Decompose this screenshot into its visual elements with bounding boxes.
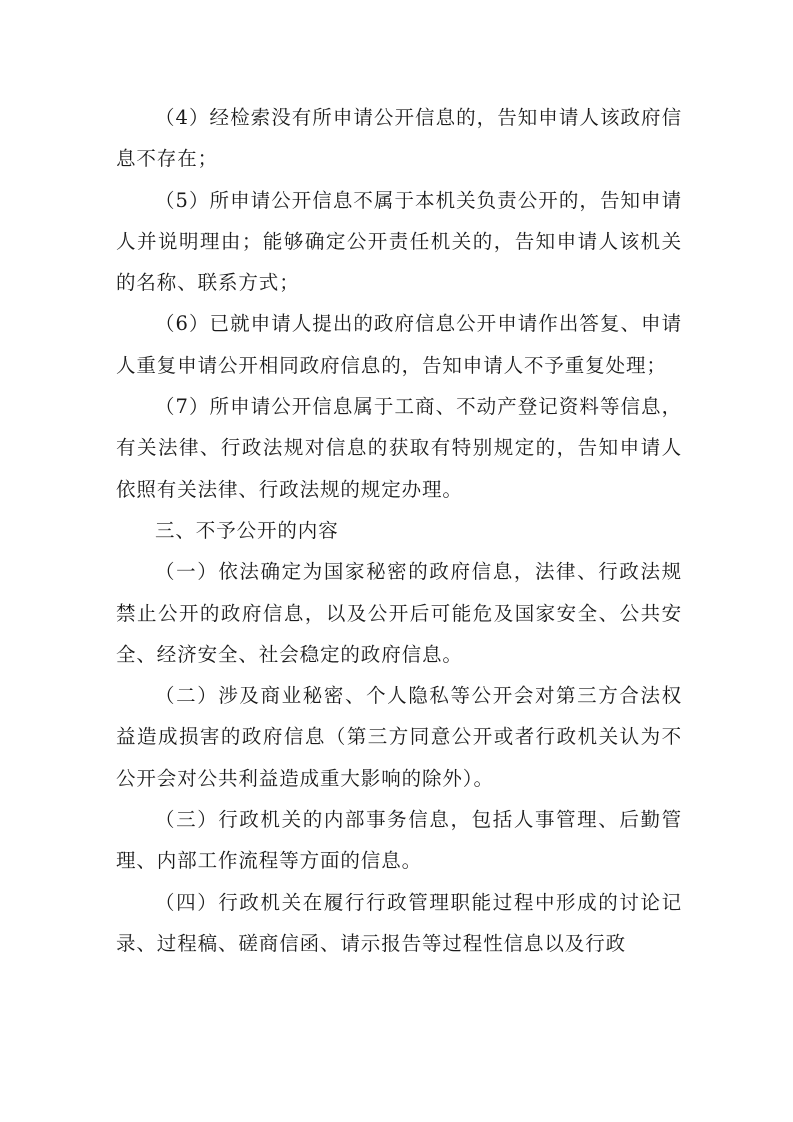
paragraph-item-5: （5）所申请公开信息不属于本机关负责公开的，告知申请人并说明理由；能够确定公开责任机关的，告知申请人该机关的名称、联系方式； [116,188,682,295]
paragraph-item-7: （7）所申请公开信息属于工商、不动产登记资料等信息，有关法律、行政法规对信息的获取有特别规定的，告知申请人依照有关法律、行政法规的规定办理。 [116,395,682,501]
section-paragraph-4: （四）行政机关在履行行政管理职能过程中形成的讨论记录、过程稿、磋商信函、请示报告等过程性信息以及行政 [116,890,682,955]
section-paragraph-2: （二）涉及商业秘密、个人隐私等公开会对第三方合法权益造成损害的政府信息（第三方同意公开或者行政机关认为不公开会对公共利益造成重大影响的除外）。 [116,684,682,790]
paragraph-item-6: （6）已就申请人提出的政府信息公开申请作出答复、申请人重复申请公开相同政府信息的，告知申请人不予重复处理； [116,312,682,377]
section-paragraph-1: （一）依法确定为国家秘密的政府信息，法律、行政法规禁止公开的政府信息，以及公开后可能危及国家安全、公共安全、经济安全、社会稳定的政府信息。 [116,560,682,666]
section-paragraph-3: （三）行政机关的内部事务信息，包括人事管理、后勤管理、内部工作流程等方面的信息。 [116,808,682,873]
paragraph-item-4: （4）经检索没有所申请公开信息的，告知申请人该政府信息不存在； [116,106,682,171]
section-heading: 三、不予公开的内容 [155,518,339,542]
document-body [116,97,682,964]
